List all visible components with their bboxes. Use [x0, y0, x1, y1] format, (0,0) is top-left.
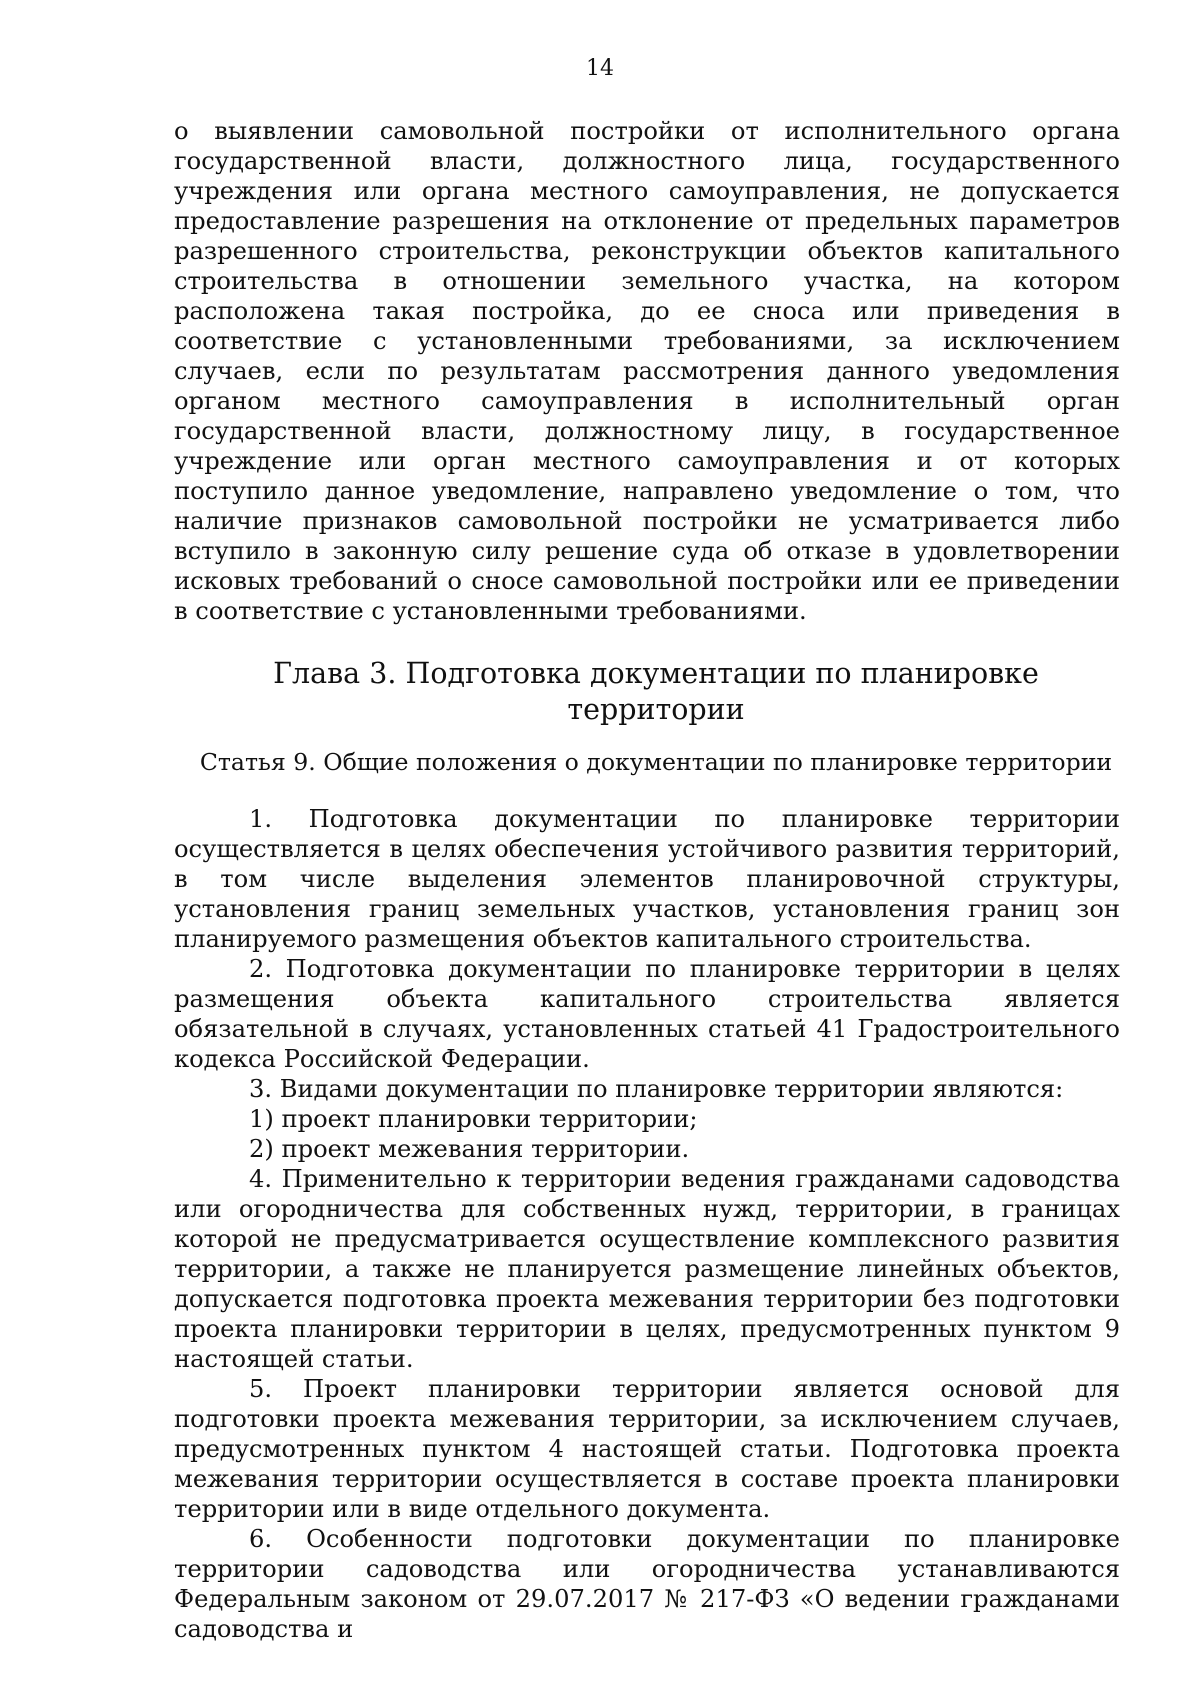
paragraph-4: 4. Применительно к территории ведения гражданами садоводства или огородничества для собственных нужд, территории, в границах которой не предусматривается осуществление комплексного развития территории, а также не планируется размещение линейных объектов, допускается подготовка проекта межевания территории без подготовки проекта планировки территории в целях, предусмотренных пунктом 9 настоящей статьи. — [174, 1165, 1120, 1373]
paragraph-1: 1. Подготовка документации по планировке территории осуществляется в целях обеспечения устойчивого развития территорий, в том числе выделения элементов планировочной структуры, установления границ земельных участков, установления границ зон планируемого размещения объектов капитального строительства. — [174, 805, 1120, 953]
page-number: 14 — [586, 56, 614, 81]
page-content — [174, 116, 1120, 1644]
list-item-1: 1) проект планировки территории; — [249, 1105, 698, 1133]
paragraph-5: 5. Проект планировки территории является основой для подготовки проекта межевания территории, за исключением случаев, предусмотренных пунктом 4 настоящей статьи. Подготовка проекта межевания территории осуществляется в составе проекта планировки территории или в виде отдельного документа. — [174, 1375, 1120, 1523]
intro-paragraph: о выявлении самовольной постройки от исполнительного органа государственной власти, должностного лица, государственного учреждения или органа местного самоуправления, не допускается предоставление разрешения на отклонение от предельных параметров разрешенного строительства, реконструкции объектов капитального строительства в отношении земельного участка, на котором расположена такая постройка, до ее сноса или приведения в соответствие с установленными требованиями, за исключением случаев, если по результатам рассмотрения данного уведомления органом местного самоуправления в исполнительный орган государственной власти, должностному лицу, в государственное учреждение или орган местного самоуправления и от которых поступило данное уведомление, направлено уведомление о том, что наличие признаков самовольной постройки не усматривается либо вступило в законную силу решение суда об отказе в удовлетворении исковых требований о сносе самовольной постройки или ее приведении в соответствие с установленными требованиями. — [174, 117, 1120, 625]
paragraph-6: 6. Особенности подготовки документации по планировке территории садоводства или огородничества устанавливаются Федеральным законом от 29.07.2017 № 217-ФЗ «О ведении гражданами садоводства и — [174, 1525, 1120, 1643]
paragraph-2: 2. Подготовка документации по планировке территории в целях размещения объекта капитального строительства является обязательной в случаях, установленных статьей 41 Градостроительного кодекса Российской Федерации. — [174, 955, 1120, 1073]
list-item-2: 2) проект межевания территории. — [249, 1135, 690, 1163]
article-body — [174, 804, 1120, 1644]
paragraph-3: 3. Видами документации по планировке территории являются: — [249, 1075, 1064, 1103]
chapter-title: Глава 3. Подготовка документации по планировке территории — [273, 657, 1039, 726]
article-title: Статья 9. Общие положения о документации по планировке территории — [199, 748, 1113, 776]
